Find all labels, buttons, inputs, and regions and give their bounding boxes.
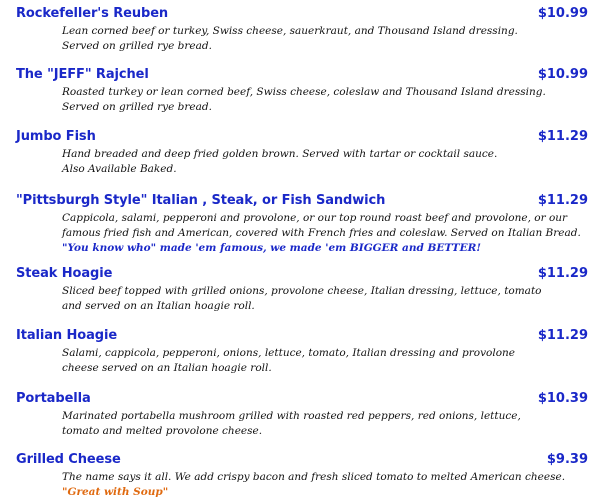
- item-price: $9.39: [546, 452, 588, 467]
- item-description: [62, 284, 560, 314]
- item-description: [62, 211, 581, 256]
- description-line: Served on grilled rye bread.: [62, 101, 212, 113]
- item-name: The "JEFF" Rajchel: [16, 67, 149, 82]
- menu-item-italian-hoagie: [0, 328, 600, 376]
- item-price: $11.29: [537, 266, 588, 281]
- item-description: [62, 24, 560, 54]
- description-line: Cappicola, salami, pepperoni and provolone, or our top round roast beef and provolone, or our: [62, 212, 568, 224]
- item-name: Portabella: [16, 391, 91, 406]
- item-description: [62, 346, 560, 376]
- item-price: $10.99: [537, 67, 588, 82]
- description-line: Hand breaded and deep fried golden brown. Served with tartar or cocktail sauce.: [62, 148, 498, 160]
- description-line: Salami, cappicola, pepperoni, onions, lettuce, tomato, Italian dressing and provolone: [62, 347, 516, 359]
- description-line: Roasted turkey or lean corned beef, Swiss cheese, coleslaw and Thousand Island dressing.: [62, 86, 546, 98]
- item-name: Italian Hoagie: [16, 328, 118, 343]
- item-tagline: "Great with Soup": [62, 486, 169, 498]
- menu-item-rockefellers-reuben: [0, 6, 600, 54]
- item-price: $10.39: [537, 391, 588, 406]
- item-tagline: "You know who" made 'em famous, we made 'em BIGGER and BETTER!: [62, 242, 481, 254]
- description-line: Also Available Baked.: [62, 163, 177, 175]
- item-description: [62, 85, 560, 115]
- menu-item-grilled-cheese: [0, 452, 600, 500]
- description-line: The name says it all. We add crispy bacon and fresh sliced tomato to melted American cheese.: [62, 471, 566, 483]
- description-line: Served on grilled rye bread.: [62, 40, 212, 52]
- menu-item-jumbo-fish: [0, 129, 600, 177]
- item-name: Steak Hoagie: [16, 266, 113, 281]
- menu-item-portabella: [0, 391, 600, 439]
- menu-item-pittsburgh-style: [0, 193, 600, 256]
- item-description: [62, 147, 560, 177]
- item-name: Rockefeller's Reuben: [16, 6, 169, 21]
- item-price: $11.29: [537, 193, 588, 208]
- item-description: [62, 409, 560, 439]
- item-price: $11.29: [537, 129, 588, 144]
- menu-item-jeff-rajchel: [0, 67, 600, 115]
- item-price: $11.29: [537, 328, 588, 343]
- description-line: famous fried fish and American, covered with French fries and coleslaw. Served on Italian Bread.: [62, 227, 581, 239]
- description-line: tomato and melted provolone cheese.: [62, 425, 263, 437]
- description-line: cheese served on an Italian hoagie roll.: [62, 362, 272, 374]
- description-line: Sliced beef topped with grilled onions, provolone cheese, Italian dressing, lettuce, tomato: [62, 285, 542, 297]
- description-line: Lean corned beef or turkey, Swiss cheese, sauerkraut, and Thousand Island dressing.: [62, 25, 518, 37]
- item-price: $10.99: [537, 6, 588, 21]
- item-name: "Pittsburgh Style" Italian , Steak, or Fish Sandwich: [16, 193, 386, 208]
- description-line: Marinated portabella mushroom grilled with roasted red peppers, red onions, lettuce,: [62, 410, 521, 422]
- description-line: and served on an Italian hoagie roll.: [62, 300, 255, 312]
- item-name: Grilled Cheese: [16, 452, 121, 467]
- menu-item-steak-hoagie: [0, 266, 600, 314]
- item-description: [62, 470, 566, 500]
- item-name: Jumbo Fish: [16, 129, 96, 144]
